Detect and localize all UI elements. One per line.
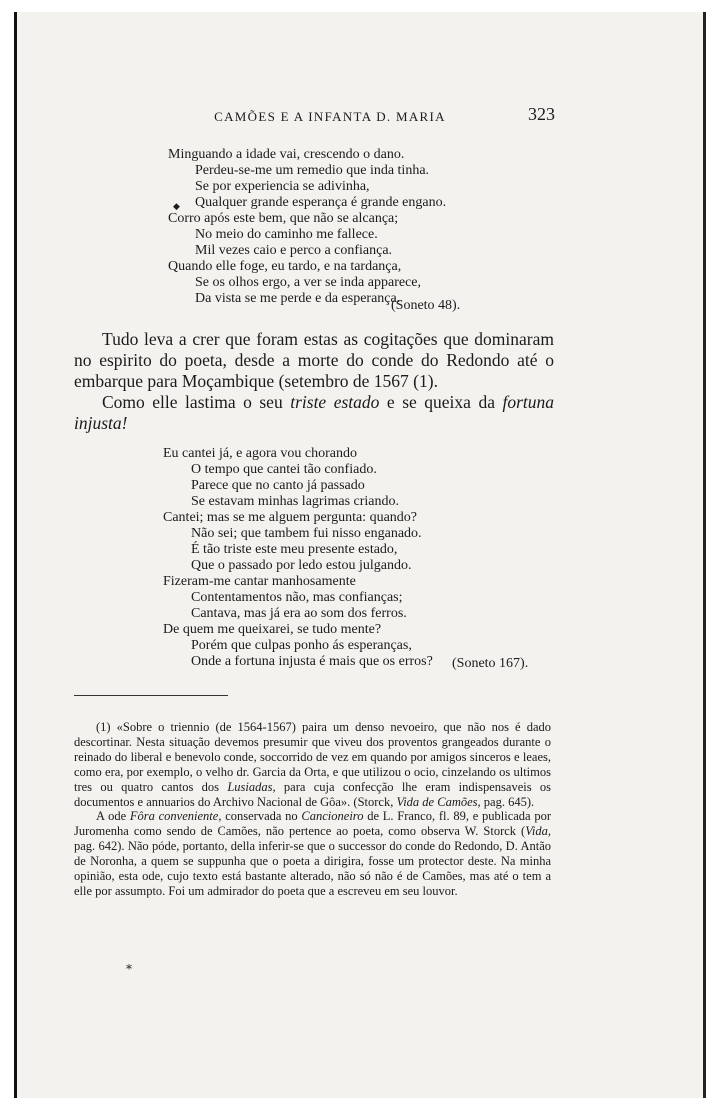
verse-line: Da vista se me perde e da esperança.: [195, 291, 401, 306]
paragraph: Tudo leva a crer que foram estas as cogitações que dominaram no espirito do poeta, desde a morte do conde do Redondo até o embarque para Moçambique (setembro de 1567 (1).: [74, 329, 554, 391]
verse-line: Minguando a idade vai, crescendo o dano.: [168, 147, 405, 162]
verse-line: O tempo que cantei tão confiado.: [191, 462, 377, 477]
verse-line: Parece que no canto já passado: [191, 478, 365, 493]
paragraph: Como elle lastima o seu triste estado e se queixa da fortuna injusta!: [74, 392, 555, 433]
page-number: 323: [528, 104, 555, 124]
verse-line: Cantei; mas se me alguem pergunta: quando?: [163, 510, 418, 525]
footnote: (1) «Sobre o triennio (de 1564-1567) paira um denso nevoeiro, que não nos é dado descortinar. Nesta situação devemos presumir que viveu dos proventos grangeados durante o reinado do liberal e benevolo conde, soccorrido de vez em quando por amigos sinceros e leaes, como era, por exemplo, o velho dr. Garcia da Orta, e que utilizou o ocio, cinzelando os ultimos tres ou quatro cantos dos Lusiadas, para cuja confecção lhe eram indispensaveis os documentos e annuarios do Archivo Nacional de Gôa». (Storck, Vida de Camões, pag. 645).: [74, 720, 552, 809]
poem-attribution: (Soneto 167).: [452, 656, 529, 671]
footnote-divider: [74, 695, 228, 696]
bullet-mark-icon: ◆: [173, 201, 180, 211]
poem-attribution: (Soneto 48).: [391, 298, 461, 313]
running-header: CAMÕES E A INFANTA D. MARIA: [214, 109, 446, 124]
verse-line: Mil vezes caio e perco a confiança.: [195, 243, 393, 258]
verse-line: Quando elle foge, eu tardo, e na tardança,: [168, 259, 402, 274]
asterisk-ornament: *: [126, 962, 132, 976]
verse-line: É tão triste este meu presente estado,: [191, 542, 398, 557]
verse-line: Fizeram-me cantar manhosamente: [163, 574, 356, 589]
verse-line: Porém que culpas ponho ás esperanças,: [191, 638, 412, 653]
verse-line: Eu cantei já, e agora vou chorando: [163, 446, 357, 461]
body-text: [74, 329, 554, 434]
verse-line: No meio do caminho me fallece.: [195, 227, 378, 242]
verse-line: De quem me queixarei, se tudo mente?: [163, 622, 382, 637]
verse-line: Contentamentos não, mas confianças;: [191, 590, 403, 605]
verse-line: Corro após este bem, que não se alcança;: [168, 211, 399, 226]
verse-line: Cantava, mas já era ao som dos ferros.: [191, 606, 407, 621]
verse-line: Que o passado por ledo estou julgando.: [191, 558, 412, 573]
verse-line: Não sei; que tambem fui nisso enganado.: [191, 526, 422, 541]
footnote: A ode Fôra conveniente, conservada no Cancioneiro de L. Franco, fl. 89, e publicada por Juromenha como sendo de Camões, não pertence ao poeta, como observa W. Storck (Vida, pag. 642). Não póde, portanto, della inferir-se que o successor do conde do Redondo, D. Antão de Noronha, a quem se suppunha que o poeta a dirigira, fosse um protector deste. Na minha opinião, esta ode, cujo texto está bastante alterado, não só não é de Camões, mas até o tem a elle por assumpto. Foi um admirador do poeta que a escreveu em seu louvor.: [74, 809, 552, 898]
verse-line: Perdeu-se-me um remedio que inda tinha.: [195, 163, 430, 178]
verse-line: Se estavam minhas lagrimas criando.: [191, 494, 399, 509]
footnotes: [74, 720, 551, 899]
verse-line: ◆ Qualquer grande esperança é grande engano.: [195, 195, 446, 211]
verse-line: Se os olhos ergo, a ver se inda apparece,: [195, 275, 421, 290]
verse-line: Se por experiencia se adivinha,: [195, 179, 370, 194]
verse-line: Onde a fortuna injusta é mais que os erros?: [191, 654, 433, 669]
